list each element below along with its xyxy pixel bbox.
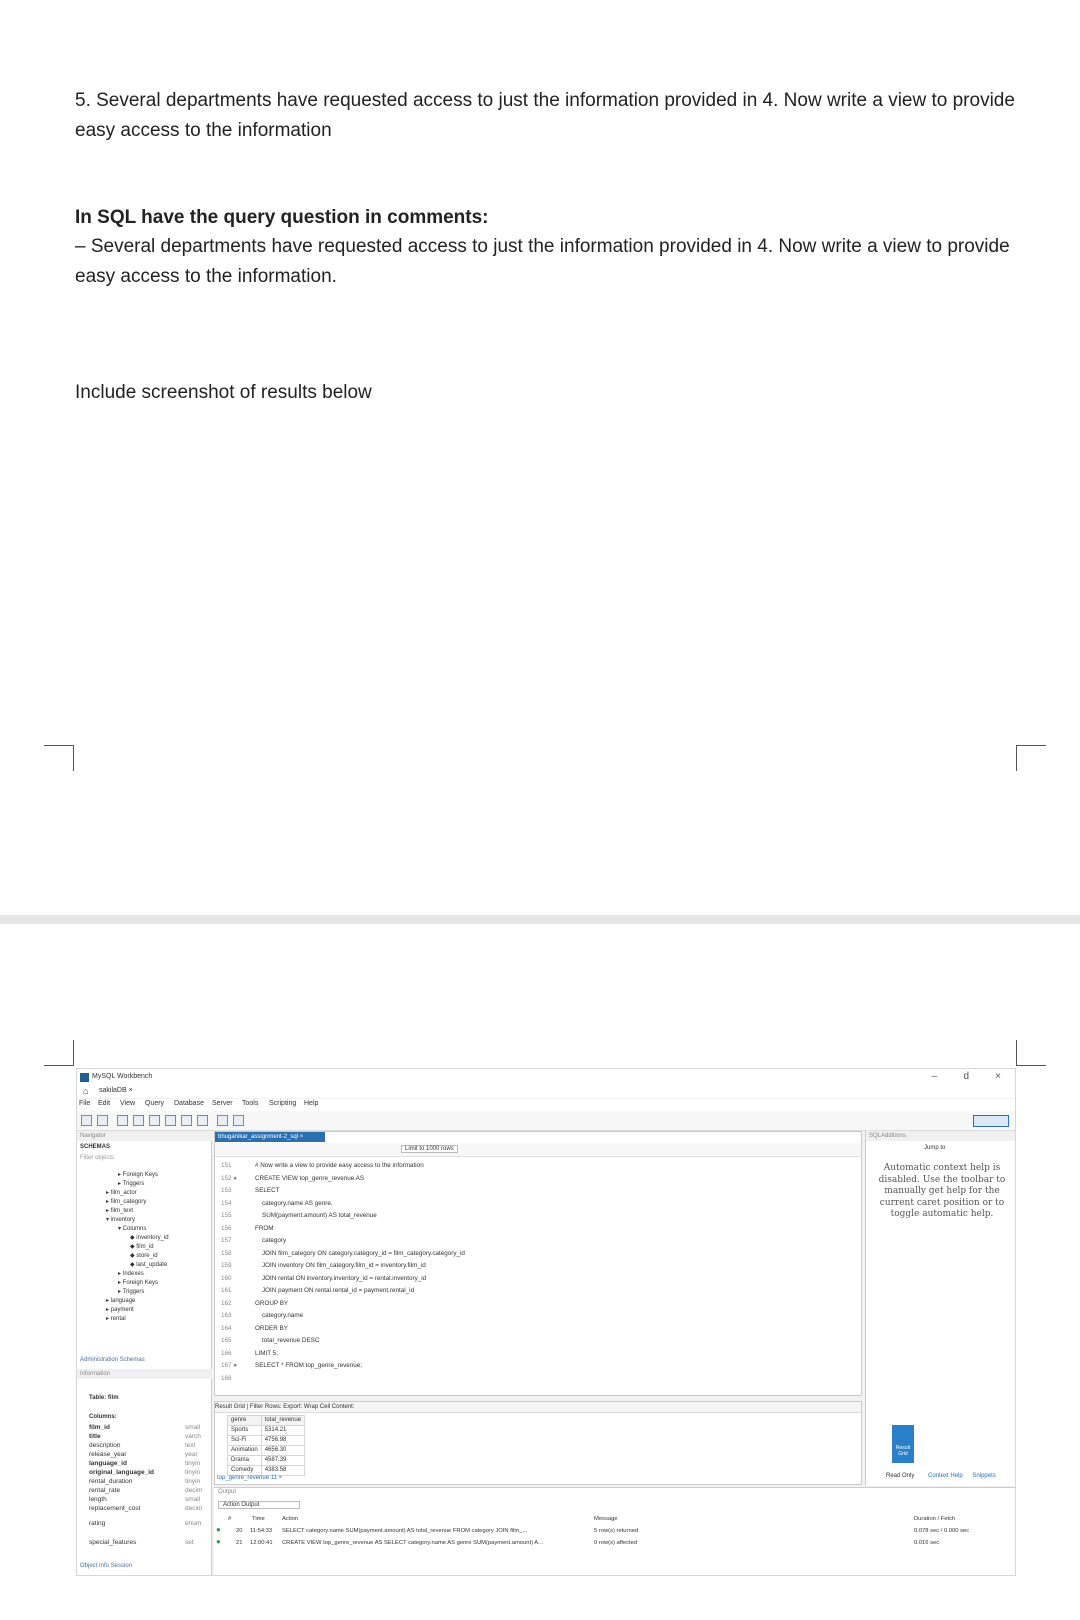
line-number: 166 <box>221 1349 232 1357</box>
result-grid <box>227 1415 305 1476</box>
table-row <box>228 1426 305 1436</box>
output-header: Output <box>218 1489 237 1495</box>
code-line <box>215 1198 861 1211</box>
code-text: SELECT <box>255 1187 280 1194</box>
open-sql-icon[interactable] <box>97 1115 108 1126</box>
code-text: ORDER BY <box>255 1324 288 1332</box>
line-number: 163 <box>221 1312 232 1319</box>
sql-question-body: – Several departments have requested access to just the information provided in 4. Now write a view to provide easy access to the information. <box>75 236 1010 287</box>
search-table-icon[interactable] <box>217 1115 228 1126</box>
code-line <box>215 1160 861 1173</box>
crop-mark <box>1016 1040 1046 1066</box>
cell[interactable]: Animation <box>228 1446 262 1456</box>
code-line <box>215 1185 861 1198</box>
menu-scripting[interactable]: Scripting <box>269 1100 297 1107</box>
columns-label: Columns: <box>89 1414 117 1420</box>
tree-item[interactable]: ▸ Triggers <box>118 1289 145 1295</box>
read-only-label: Read Only <box>886 1473 915 1479</box>
reconnect-icon[interactable] <box>233 1115 244 1126</box>
column-type: set <box>185 1539 194 1546</box>
column-type: decim <box>185 1505 203 1512</box>
menu-server[interactable]: Server <box>212 1100 233 1107</box>
table-row <box>228 1436 305 1446</box>
col-header: # <box>228 1516 232 1522</box>
table-row <box>228 1456 305 1466</box>
column-type: tinyin <box>185 1469 201 1476</box>
column-type: small <box>185 1424 201 1431</box>
tree-item[interactable]: ▾ Columns <box>118 1226 147 1232</box>
col-header: Action <box>282 1516 299 1522</box>
tree-item[interactable]: ▸ payment <box>106 1307 134 1313</box>
create-schema-icon[interactable] <box>133 1115 144 1126</box>
row-number: 20 <box>236 1528 243 1534</box>
code-text: JOIN payment ON rental.rental_id = payment.rental_id <box>255 1287 415 1294</box>
minimize-button[interactable]: – <box>931 1071 937 1082</box>
sql-editor[interactable] <box>214 1131 862 1396</box>
home-icon[interactable]: ⌂ <box>83 1086 89 1096</box>
layout-toggle-icon[interactable] <box>973 1115 1009 1127</box>
line-number: 153 <box>221 1187 232 1194</box>
context-help-tab[interactable]: Context Help <box>928 1473 963 1479</box>
menu-database[interactable]: Database <box>174 1100 204 1107</box>
tree-item[interactable]: ▸ film_text <box>106 1208 134 1214</box>
column-row <box>89 1459 209 1468</box>
create-procedure-icon[interactable] <box>181 1115 192 1126</box>
code-text: SELECT * FROM top_genre_revenue; <box>255 1362 362 1369</box>
line-number: 164 <box>221 1324 232 1332</box>
line-number: 160 <box>221 1274 232 1282</box>
code-line <box>215 1323 861 1336</box>
line-number: 155 <box>221 1212 232 1219</box>
crop-mark <box>44 1040 74 1066</box>
navigator-panel <box>77 1131 212 1576</box>
row-time: 11:54:33 <box>250 1528 273 1534</box>
line-number: 159 <box>221 1262 232 1269</box>
code-text: JOIN rental ON inventory.inventory_id = rental.inventory_id <box>255 1274 427 1282</box>
column-row <box>89 1423 209 1432</box>
column-row <box>89 1432 209 1441</box>
column-type: small <box>185 1496 201 1503</box>
create-function-icon[interactable] <box>197 1115 208 1126</box>
tree-item[interactable]: ▸ Triggers <box>118 1181 145 1187</box>
include-screenshot-text: Include screenshot of results below <box>75 382 372 403</box>
code-text: JOIN film_category ON category.category_id = film_category.category_id <box>255 1249 465 1257</box>
column-row <box>89 1468 209 1477</box>
create-table-icon[interactable] <box>149 1115 160 1126</box>
code-text: CREATE VIEW top_genre_revenue AS <box>255 1174 365 1182</box>
tree-item[interactable]: ▸ Foreign Keys <box>118 1172 159 1178</box>
main-toolbar <box>77 1111 1015 1131</box>
line-number: 151 <box>221 1162 232 1169</box>
code-line <box>215 1373 861 1386</box>
row-duration: 0.016 sec <box>914 1540 940 1546</box>
code-text: category <box>255 1237 287 1244</box>
cell[interactable]: 4383.58 <box>261 1466 304 1476</box>
line-number: 156 <box>221 1224 232 1232</box>
editor-toolbar <box>215 1143 861 1157</box>
col-header: Time <box>252 1516 265 1522</box>
code-line <box>215 1360 861 1373</box>
column-type: tinyin <box>185 1478 201 1485</box>
code-text: SUM(payment.amount) AS total_revenue <box>255 1212 377 1219</box>
tree-item[interactable]: ▸ Foreign Keys <box>118 1280 159 1286</box>
column-type: year <box>185 1451 198 1458</box>
code-line <box>215 1210 861 1223</box>
sql-additions-panel <box>865 1131 1016 1486</box>
app-title: MySQL Workbench <box>92 1073 153 1080</box>
column-name: replacement_cost <box>89 1505 141 1512</box>
column-header[interactable]: total_revenue <box>261 1416 304 1426</box>
action-output-select[interactable]: Action Output <box>218 1501 300 1509</box>
table-info-label: Table: film <box>89 1395 119 1401</box>
menu-file[interactable]: File <box>79 1100 91 1107</box>
row-duration: 0.078 sec / 0.000 sec <box>914 1528 970 1534</box>
tree-item[interactable]: ▾ inventory <box>106 1217 136 1223</box>
mysql-logo-icon <box>80 1073 89 1082</box>
line-number: 162 <box>221 1299 232 1307</box>
code-line <box>215 1273 861 1286</box>
line-number: 152 ● <box>221 1174 238 1182</box>
table-row <box>228 1446 305 1456</box>
code-text: LIMIT 5; <box>255 1349 278 1357</box>
column-name: release_year <box>89 1451 127 1458</box>
row-action: SELECT category.name SUM(payment.amount) AS total_revenue FROM category JOIN film_... <box>282 1528 528 1534</box>
tree-item[interactable]: ▸ film_actor <box>106 1190 137 1196</box>
jump-to-select[interactable]: Jump to <box>924 1145 946 1151</box>
workbench-window <box>76 1068 1016 1576</box>
menu-tools[interactable]: Tools <box>242 1100 259 1107</box>
menu-help[interactable]: Help <box>304 1100 319 1107</box>
result-grid-panel <box>214 1401 862 1485</box>
tree-item[interactable]: ▸ language <box>106 1298 136 1304</box>
tree-item[interactable]: ◆ film_id <box>130 1244 154 1250</box>
column-row <box>89 1519 209 1528</box>
code-text: total_revenue DESC <box>255 1337 320 1344</box>
row-number: 21 <box>236 1540 243 1546</box>
column-name: description <box>89 1442 121 1449</box>
limit-rows-select[interactable]: Limit to 1000 rows <box>401 1145 458 1153</box>
code-line <box>215 1223 861 1236</box>
cell[interactable]: 4587.39 <box>261 1456 304 1466</box>
line-number: 157 <box>221 1237 232 1244</box>
menu-bar <box>77 1099 1015 1111</box>
cell[interactable]: Drama <box>228 1456 262 1466</box>
tree-item[interactable]: ▸ film_category <box>106 1199 147 1205</box>
menu-edit[interactable]: Edit <box>98 1100 111 1107</box>
code-line <box>215 1335 861 1348</box>
column-type: varch <box>185 1433 201 1440</box>
navigator-header: Navigator <box>77 1131 212 1141</box>
column-type: text <box>185 1442 196 1449</box>
table-row <box>228 1466 305 1476</box>
code-text: category.name AS genre, <box>255 1199 333 1207</box>
tree-item[interactable]: ◆ inventory_id <box>130 1235 169 1241</box>
success-icon: ● <box>216 1537 221 1546</box>
new-sql-tab-icon[interactable] <box>81 1115 92 1126</box>
status-bar <box>886 1473 996 1479</box>
filter-objects-input[interactable]: Filter objects <box>80 1155 115 1161</box>
title-bar <box>77 1069 1015 1085</box>
navigator-tabs[interactable]: Administration Schemas <box>80 1357 145 1363</box>
column-type: enum <box>185 1520 202 1527</box>
line-number: 161 <box>221 1287 232 1294</box>
close-button[interactable]: × <box>995 1071 1001 1082</box>
code-text: JOIN inventory ON film_category.film_id = inventory.film_id <box>255 1262 426 1269</box>
cell[interactable]: 4656.30 <box>261 1446 304 1456</box>
line-number: 158 <box>221 1249 232 1257</box>
column-row <box>89 1486 209 1495</box>
row-action: CREATE VIEW top_genre_revenue AS SELECT category.name AS genre SUM(payment.amount) A... <box>282 1540 543 1546</box>
schemas-label: SCHEMAS <box>80 1144 111 1150</box>
column-name: rental_rate <box>89 1487 121 1494</box>
code-text: FROM <box>255 1224 274 1232</box>
result-tab[interactable]: top_genre_revenue 11 × <box>217 1475 283 1481</box>
column-header[interactable]: genre <box>228 1416 262 1426</box>
col-header: Message <box>594 1516 618 1522</box>
create-view-icon[interactable] <box>165 1115 176 1126</box>
result-toolbar[interactable]: Result Grid | Filter Rows: Export: Wrap Cell Content: <box>215 1402 861 1413</box>
column-type: tinyin <box>185 1460 201 1467</box>
question-main: 5. Several departments have requested access to just the information provided in 4. Now write a view to provide easy access to the information <box>75 90 1015 141</box>
column-name: film_id <box>89 1424 110 1431</box>
menu-query[interactable]: Query <box>145 1100 165 1107</box>
code-text: GROUP BY <box>255 1299 289 1307</box>
code-line <box>215 1260 861 1273</box>
line-number: 165 <box>221 1337 232 1344</box>
column-name: special_features <box>89 1539 137 1546</box>
column-row <box>89 1441 209 1450</box>
code-text: # Now write a view to provide easy access to the information <box>255 1162 424 1169</box>
code-line <box>215 1310 861 1323</box>
column-name: title <box>89 1433 101 1440</box>
result-grid-button[interactable]: Result Grid <box>892 1425 914 1463</box>
column-row <box>89 1495 209 1504</box>
column-row <box>89 1504 209 1513</box>
output-panel <box>214 1487 1016 1576</box>
column-type: decim <box>185 1487 203 1494</box>
menu-view[interactable]: View <box>120 1100 136 1107</box>
tree-item[interactable]: ▸ rental <box>106 1316 126 1322</box>
column-name: length <box>89 1496 107 1503</box>
row-time: 12:00:41 <box>250 1540 273 1546</box>
code-line <box>215 1173 861 1186</box>
column-list <box>89 1423 209 1547</box>
maximize-button[interactable]: d <box>963 1071 969 1082</box>
column-row <box>89 1538 209 1547</box>
information-header: Information <box>77 1369 212 1379</box>
output-row <box>214 1526 1016 1536</box>
connection-tab[interactable]: sakilaDB × <box>99 1087 133 1094</box>
sql-heading: In SQL have the query question in comments: <box>75 207 489 228</box>
code-line <box>215 1298 861 1311</box>
connection-tabs <box>77 1085 1015 1098</box>
snippets-tab[interactable]: Snippets <box>972 1473 996 1479</box>
col-header: Duration / Fetch <box>914 1516 956 1522</box>
tree-item[interactable]: ◆ store_id <box>130 1253 158 1259</box>
code-line <box>215 1285 861 1298</box>
line-number: 154 <box>221 1199 232 1207</box>
column-name: original_language_id <box>89 1469 155 1476</box>
output-column-headers <box>214 1514 1016 1524</box>
code-line <box>215 1235 861 1248</box>
schema-tree <box>80 1171 210 1324</box>
column-row <box>89 1477 209 1486</box>
editor-tab[interactable]: bhuganikar_assignment-2_sql × <box>215 1132 325 1142</box>
tree-item[interactable]: ▸ Indexes <box>118 1271 144 1277</box>
page-separator <box>0 915 1080 924</box>
line-number: 167 ● <box>221 1362 238 1369</box>
cell[interactable]: 4756.98 <box>261 1436 304 1446</box>
code-line <box>215 1348 861 1361</box>
output-row <box>214 1538 1016 1548</box>
code-line <box>215 1248 861 1261</box>
cell[interactable]: Sports <box>228 1426 262 1436</box>
cell[interactable]: Comedy <box>228 1466 262 1476</box>
row-message: 0 row(s) affected <box>594 1540 638 1546</box>
line-number: 168 <box>221 1374 232 1382</box>
code-area[interactable] <box>215 1160 861 1385</box>
column-name: language_id <box>89 1460 127 1467</box>
crop-mark <box>44 745 74 771</box>
sql-additions-header: SQLAdditions <box>866 1131 1016 1141</box>
crop-mark <box>1016 745 1046 771</box>
cell[interactable]: 5314.21 <box>261 1426 304 1436</box>
column-row <box>89 1450 209 1459</box>
tree-item[interactable]: ◆ last_update <box>130 1262 168 1268</box>
row-message: 5 row(s) returned <box>594 1528 639 1534</box>
cell[interactable]: Sci-Fi <box>228 1436 262 1446</box>
info-tabs[interactable]: Object Info Session <box>80 1563 133 1569</box>
column-name: rating <box>89 1520 106 1527</box>
code-text: category.name <box>255 1312 304 1319</box>
success-icon: ● <box>216 1525 221 1534</box>
context-help-text: Automatic context help is disabled. Use the toolbar to manually get help for the current caret position or to toggle automatic help. <box>878 1163 1006 1219</box>
inspector-icon[interactable] <box>117 1115 128 1126</box>
column-name: rental_duration <box>89 1478 133 1485</box>
